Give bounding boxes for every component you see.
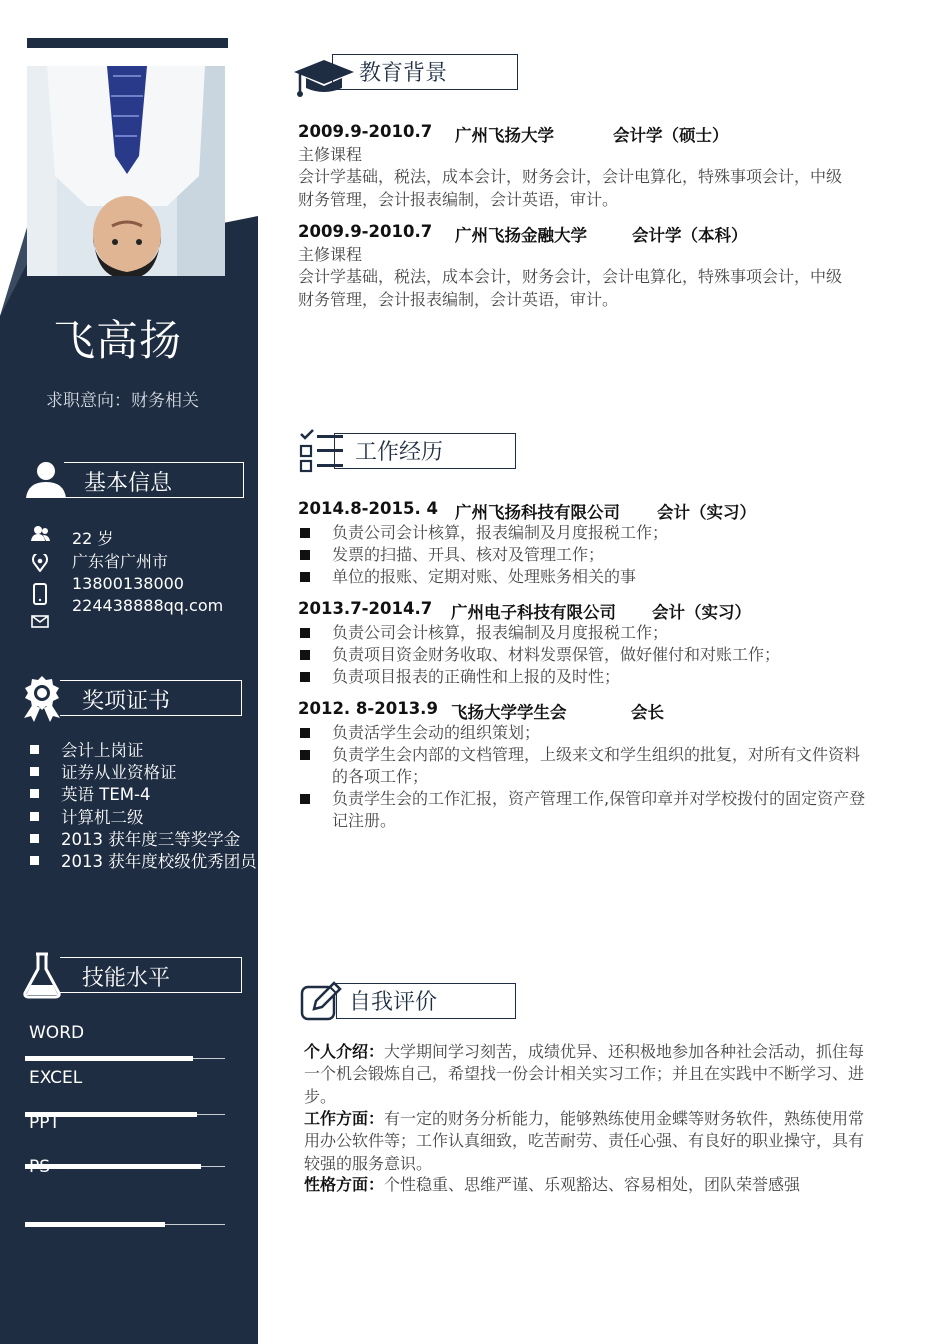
- edu-period: 2009.9-2010.7: [298, 222, 433, 241]
- education-title: 教育背景: [359, 61, 448, 86]
- list-item: 负责活学生会动的组织策划；: [332, 722, 872, 744]
- info-phone: 13800138000: [72, 574, 184, 593]
- list-item: 负责学生会的工作汇报，资产管理工作,保管印章并对学校拨付的固定资产登记注册。: [332, 788, 872, 832]
- basic-info-heading: [24, 462, 246, 500]
- certificate-list: [30, 740, 257, 873]
- list-item: 单位的报账、定期对账、处理账务相关的事: [332, 566, 872, 588]
- info-city: 广东省广州市: [72, 552, 169, 571]
- person-icon: [24, 458, 68, 502]
- skill-label: EXCEL: [29, 1068, 83, 1088]
- award-ribbon-icon: [18, 674, 66, 722]
- evaluation-heading: [300, 983, 518, 1027]
- skill-label: WORD: [29, 1023, 85, 1043]
- skill-label: PS: [29, 1157, 51, 1177]
- education-heading: [292, 54, 522, 98]
- candidate-name: 飞高扬: [52, 316, 182, 365]
- list-item: 2013 获年度校级优秀团员: [30, 851, 257, 873]
- info-age: 22 岁: [72, 529, 114, 548]
- course-label: 主修课程: [298, 245, 363, 264]
- info-email: 224438888qq.com: [72, 596, 224, 615]
- edu-school: 广州飞扬大学: [455, 126, 554, 145]
- skill-label: PPT: [29, 1113, 60, 1133]
- edu-major: 会计学（硕士）: [613, 126, 729, 145]
- work-role: 会计（实习）: [652, 603, 751, 622]
- intro-label: 个人介绍：: [304, 1042, 385, 1061]
- work-company: 广州飞扬科技有限公司: [455, 503, 620, 522]
- awards-title: 奖项证书: [82, 689, 171, 714]
- character-label: 性格方面：: [304, 1175, 385, 1194]
- job-intent: 求职意向：财务相关: [46, 391, 199, 411]
- list-item: 负责项目资金财务收取、材料发票保管，做好催付和对账工作；: [332, 644, 872, 666]
- work-aspect: [304, 1108, 870, 1175]
- list-item: 负责公司会计核算，报表编制及月度报税工作；: [332, 622, 872, 644]
- list-item: 负责公司会计核算，报表编制及月度报税工作；: [332, 522, 872, 544]
- work-heading: [298, 433, 520, 477]
- list-item: 会计上岗证: [30, 740, 257, 762]
- work-company: 飞扬大学学生会: [451, 703, 567, 722]
- course-label: 主修课程: [298, 145, 363, 164]
- self-intro: [304, 1041, 870, 1108]
- skills-heading: [24, 957, 246, 995]
- skill-bar: [25, 1222, 225, 1227]
- evaluation-title: 自我评价: [349, 990, 438, 1015]
- phone-icon: [32, 583, 48, 605]
- edu-period: 2009.9-2010.7: [298, 122, 433, 141]
- work-role: 会长: [631, 703, 664, 722]
- skill-bar: [25, 1056, 225, 1061]
- list-item: 发票的扫描、开具、核对及管理工作；: [332, 544, 872, 566]
- profile-photo: [27, 66, 225, 276]
- work-title: 工作经历: [355, 440, 444, 465]
- course-text: 财务管理，会计报表编制，会计英语，审计。: [298, 290, 619, 309]
- course-text: 财务管理，会计报表编制，会计英语，审计。: [298, 190, 619, 209]
- work-period: 2012. 8-2013.9: [298, 699, 438, 718]
- character-aspect: [304, 1174, 870, 1196]
- skills-title: 技能水平: [82, 966, 171, 991]
- flask-icon: [20, 951, 64, 999]
- course-text: 会计学基础，税法，成本会计，财务会计，会计电算化，特殊事项会计，中级: [298, 167, 843, 186]
- graduation-cap-icon: [292, 56, 354, 100]
- awards-heading: [24, 680, 246, 718]
- work-period: 2014.8-2015. 4: [298, 499, 438, 518]
- work-period: 2013.7-2014.7: [298, 599, 433, 618]
- course-text: 会计学基础，税法，成本会计，财务会计，会计电算化，特殊事项会计，中级: [298, 267, 843, 286]
- list-item: 负责学生会内部的文档管理，上级来文和学生组织的批复，对所有文件资料的各项工作；: [332, 744, 872, 788]
- work-company: 广州电子科技有限公司: [451, 603, 616, 622]
- location-icon: [31, 554, 49, 572]
- list-item: 证券从业资格证: [30, 762, 257, 784]
- character-text: 个性稳重、思维严谨、乐观豁达、容易相处，团队荣誉感强: [384, 1175, 801, 1194]
- list-item: 2013 获年度三等奖学金: [30, 829, 257, 851]
- work-label: 工作方面：: [304, 1109, 385, 1128]
- list-item: 英语 TEM-4: [30, 784, 257, 806]
- checklist-icon: [298, 429, 346, 473]
- top-accent-bar: [27, 38, 228, 48]
- edu-major: 会计学（本科）: [632, 226, 748, 245]
- work-role: 会计（实习）: [657, 503, 756, 522]
- users-icon: [31, 525, 51, 543]
- edit-pencil-icon: [300, 981, 342, 1023]
- basic-info-title: 基本信息: [84, 471, 173, 496]
- mail-icon: [31, 615, 49, 628]
- skill-bar: [25, 1164, 225, 1169]
- list-item: 负责项目报表的正确性和上报的及时性；: [332, 666, 872, 688]
- list-item: 计算机二级: [30, 807, 257, 829]
- intro-text: 大学期间学习刻苦，成绩优异、还积极地参加各种社会活动，抓住每一个机会锻炼自己，希望找一份会计相关实习工作；并且在实践中不断学习、进步。: [304, 1042, 865, 1106]
- sidebar: [0, 0, 258, 1344]
- edu-school: 广州飞扬金融大学: [455, 226, 587, 245]
- work-text: 有一定的财务分析能力，能够熟练使用金蝶等财务软件，熟练使用常用办公软件等；工作认真细致，吃苦耐劳、责任心强、有良好的职业操守，具有较强的服务意识。: [304, 1109, 865, 1173]
